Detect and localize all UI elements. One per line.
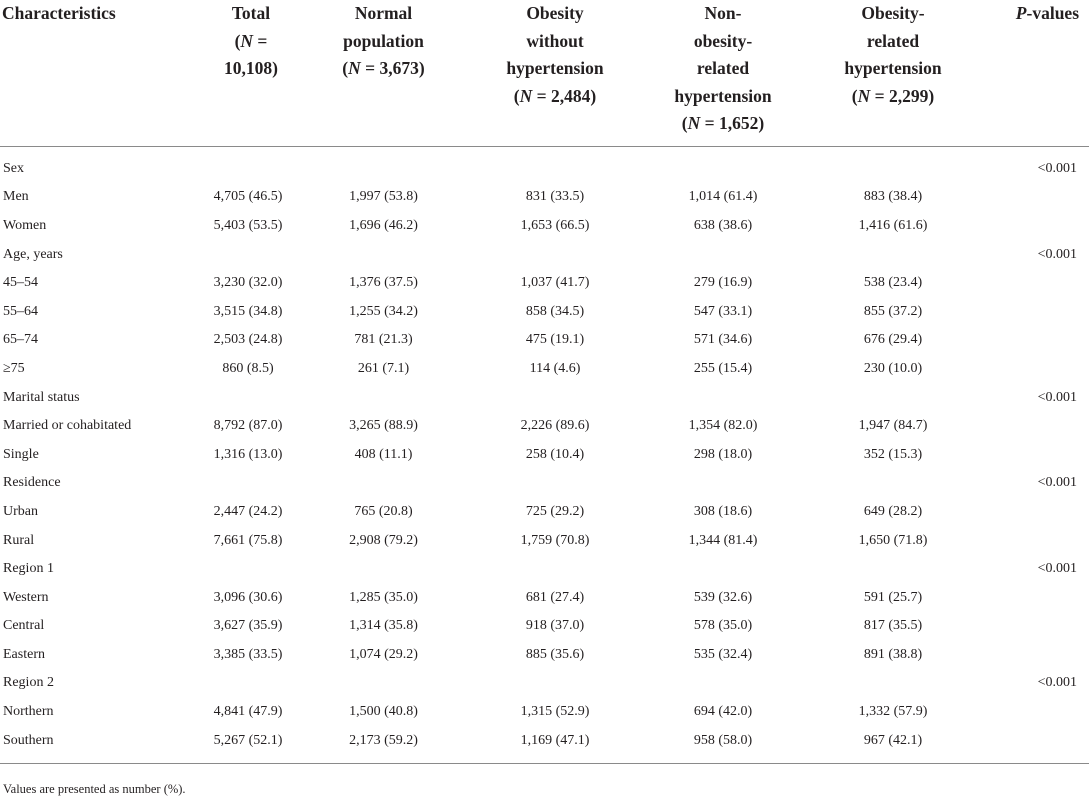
cell-characteristic: Residence (3, 475, 61, 491)
table-row (0, 555, 1089, 584)
cell-obesity-without-hypertension: 475 (19.1) (525, 332, 585, 348)
cell-normal-population (296, 669, 471, 698)
cell-non-obesity-related-hypertension (639, 669, 807, 698)
header-non-line-2: obesity- (693, 30, 753, 51)
table-row (0, 383, 1089, 412)
cell-non-obesity-related-hypertension: 255 (15.4) (693, 360, 753, 376)
cell-characteristic: Eastern (3, 646, 45, 662)
cell-obesity-without-hypertension: 831 (33.5) (525, 189, 585, 205)
cell-obesity-without-hypertension (471, 146, 639, 183)
cell-total: 3,096 (30.6) (213, 589, 283, 605)
cell-characteristic: Men (3, 189, 29, 205)
cell-p-value (979, 326, 1089, 355)
header-n-italic: N (519, 85, 533, 106)
cell-non-obesity-related-hypertension (639, 240, 807, 269)
cell-total (148, 469, 296, 498)
cell-non-obesity-related-hypertension: 298 (18.0) (693, 446, 753, 462)
cell-p-value: <0.001 (1037, 675, 1077, 691)
cell-obesity-related-hypertension (807, 469, 979, 498)
cell-obesity-related-hypertension (807, 555, 979, 584)
cell-characteristic: Women (3, 217, 47, 233)
header-ob-line-1: Obesity (526, 3, 584, 23)
cell-p-value (979, 297, 1089, 326)
cell-obesity-without-hypertension: 858 (34.5) (525, 303, 585, 319)
cell-non-obesity-related-hypertension: 638 (38.6) (693, 217, 753, 233)
cell-characteristic: Married or cohabitated (3, 418, 132, 434)
cell-normal-population: 3,265 (88.9) (349, 418, 418, 434)
cell-obesity-related-hypertension: 1,332 (57.9) (858, 704, 928, 720)
cell-normal-population (296, 146, 471, 183)
cell-obesity-related-hypertension: 891 (38.8) (863, 646, 923, 662)
cell-p-value: <0.001 (1037, 475, 1077, 491)
cell-obesity-related-hypertension: 1,416 (61.6) (858, 217, 928, 233)
cell-obesity-related-hypertension: 352 (15.3) (863, 446, 923, 462)
cell-obesity-without-hypertension (471, 240, 639, 269)
header-total (148, 0, 296, 146)
table-row (0, 583, 1089, 612)
cell-obesity-related-hypertension (807, 146, 979, 183)
cell-normal-population: 408 (11.1) (354, 446, 413, 462)
cell-normal-population: 1,696 (46.2) (349, 217, 418, 233)
cell-total (148, 146, 296, 183)
cell-non-obesity-related-hypertension: 1,344 (81.4) (688, 532, 758, 548)
cell-normal-population: 261 (7.1) (357, 360, 410, 376)
header-obh-line-4: (N = 2,299) (851, 85, 935, 106)
header-obh-line-1: Obesity- (861, 3, 925, 23)
table-row (0, 469, 1089, 498)
table-row (0, 669, 1089, 698)
header-non-line-5: (N = 1,652) (681, 113, 765, 133)
table-row (0, 183, 1089, 212)
header-p-values (979, 0, 1089, 146)
table-row (0, 355, 1089, 384)
cell-total: 2,447 (24.2) (213, 503, 283, 519)
cell-p-value (979, 526, 1089, 555)
cell-total (148, 240, 296, 269)
cell-p-value: <0.001 (1037, 160, 1077, 176)
cell-total (148, 383, 296, 412)
cell-characteristic: Central (3, 618, 45, 634)
cell-obesity-related-hypertension: 1,947 (84.7) (858, 418, 928, 434)
cell-normal-population (296, 240, 471, 269)
header-total-line-1: Total (231, 3, 271, 23)
table-body (0, 146, 1089, 763)
header-non-obesity-related-hypertension (639, 0, 807, 146)
cell-obesity-without-hypertension: 2,226 (89.6) (520, 418, 590, 434)
cell-total: 7,661 (75.8) (213, 532, 283, 548)
header-non-line-1: Non- (704, 3, 742, 23)
cell-p-value (979, 212, 1089, 241)
cell-p-value (979, 440, 1089, 469)
cell-total: 3,515 (34.8) (213, 303, 283, 319)
cell-characteristic: Marital status (3, 389, 80, 405)
cell-p-value (979, 698, 1089, 727)
cell-p-value (979, 641, 1089, 670)
cell-p-value (979, 412, 1089, 441)
table-row (0, 440, 1089, 469)
header-ob-line-3: hypertension (506, 58, 604, 78)
cell-characteristic: Region 1 (3, 561, 54, 577)
cell-obesity-related-hypertension (807, 669, 979, 698)
cell-normal-population (296, 555, 471, 584)
cell-obesity-related-hypertension (807, 383, 979, 412)
header-non-line-3: related (696, 58, 750, 78)
table-row (0, 240, 1089, 269)
cell-obesity-related-hypertension: 676 (29.4) (863, 332, 923, 348)
cell-total: 5,403 (53.5) (213, 217, 283, 233)
cell-p-value: <0.001 (1037, 561, 1077, 577)
cell-obesity-related-hypertension (807, 240, 979, 269)
cell-normal-population: 1,997 (53.8) (349, 189, 418, 205)
cell-normal-population: 2,173 (59.2) (296, 726, 471, 763)
cell-characteristic: ≥75 (3, 360, 25, 376)
cell-obesity-without-hypertension: 1,653 (66.5) (520, 217, 590, 233)
header-n-italic: N (857, 85, 871, 106)
header-obh-line-3: hypertension (844, 58, 942, 78)
cell-total: 2,503 (24.8) (213, 332, 283, 348)
table-row (0, 412, 1089, 441)
table-row (0, 698, 1089, 727)
table-header (0, 0, 1089, 146)
cell-non-obesity-related-hypertension: 958 (58.0) (639, 726, 807, 763)
cell-obesity-related-hypertension: 1,650 (71.8) (858, 532, 928, 548)
header-n-italic: N (240, 30, 254, 51)
cell-obesity-without-hypertension (471, 555, 639, 584)
header-non-line-4: hypertension (674, 85, 772, 106)
header-n-italic: N (687, 113, 701, 133)
cell-p-value (979, 583, 1089, 612)
table-row (0, 146, 1089, 183)
cell-obesity-without-hypertension: 1,169 (47.1) (471, 726, 639, 763)
cell-characteristic: 55–64 (3, 303, 38, 319)
header-total-line-3: 10,108) (224, 58, 278, 78)
cell-p-value: <0.001 (1037, 246, 1077, 262)
cell-obesity-without-hypertension: 114 (4.6) (529, 360, 581, 376)
cell-normal-population: 1,314 (35.8) (349, 618, 418, 634)
cell-normal-population: 1,500 (40.8) (349, 704, 418, 720)
cell-obesity-related-hypertension: 230 (10.0) (863, 360, 923, 376)
cell-p-value (979, 355, 1089, 384)
table-row (0, 269, 1089, 298)
cell-total: 3,385 (33.5) (213, 646, 283, 662)
cell-obesity-without-hypertension: 258 (10.4) (525, 446, 585, 462)
cell-characteristic: Region 2 (3, 675, 54, 691)
cell-total: 3,230 (32.0) (213, 275, 283, 291)
cell-normal-population (296, 469, 471, 498)
cell-obesity-related-hypertension: 538 (23.4) (863, 275, 923, 291)
header-normal-line-3: (N = 3,673) (342, 58, 425, 78)
cell-obesity-without-hypertension: 1,759 (70.8) (520, 532, 590, 548)
cell-non-obesity-related-hypertension: 535 (32.4) (693, 646, 753, 662)
cell-total (148, 555, 296, 584)
cell-non-obesity-related-hypertension: 578 (35.0) (693, 618, 753, 634)
header-obesity-related-hypertension (807, 0, 979, 146)
cell-characteristic: Western (3, 589, 49, 605)
table-row (0, 641, 1089, 670)
table-footnote: Values are presented as number (%). (3, 782, 186, 796)
cell-non-obesity-related-hypertension: 1,014 (61.4) (688, 189, 758, 205)
cell-obesity-without-hypertension: 681 (27.4) (525, 589, 585, 605)
cell-obesity-without-hypertension: 1,315 (52.9) (520, 704, 590, 720)
cell-normal-population: 1,285 (35.0) (349, 589, 418, 605)
header-total-line-2: (N = (234, 30, 268, 51)
cell-p-value (979, 269, 1089, 298)
cell-obesity-without-hypertension: 1,037 (41.7) (520, 275, 590, 291)
cell-p-value (979, 612, 1089, 641)
cell-total (148, 669, 296, 698)
cell-obesity-related-hypertension: 591 (25.7) (863, 589, 923, 605)
cell-normal-population: 781 (21.3) (354, 332, 413, 348)
table-row (0, 526, 1089, 555)
header-obh-line-2: related (866, 30, 920, 51)
cell-characteristic: Sex (3, 160, 24, 176)
cell-total: 3,627 (35.9) (213, 618, 283, 634)
cell-obesity-without-hypertension: 885 (35.6) (525, 646, 585, 662)
cell-obesity-related-hypertension: 817 (35.5) (863, 618, 923, 634)
cell-characteristic: Southern (0, 726, 148, 763)
table-row (0, 612, 1089, 641)
cell-normal-population: 2,908 (79.2) (349, 532, 418, 548)
table-row (0, 212, 1089, 241)
cell-normal-population: 765 (20.8) (354, 503, 413, 519)
cell-p-value (979, 498, 1089, 527)
header-normal-line-2: population (343, 30, 424, 51)
cell-non-obesity-related-hypertension: 547 (33.1) (693, 303, 753, 319)
header-n-italic: N (348, 58, 361, 78)
table-row (0, 326, 1089, 355)
cell-obesity-without-hypertension: 918 (37.0) (525, 618, 585, 634)
cell-characteristic: Rural (3, 532, 35, 548)
cell-obesity-related-hypertension: 883 (38.4) (863, 189, 923, 205)
header-normal-line-1: Normal (354, 3, 413, 23)
cell-total: 4,705 (46.5) (213, 189, 283, 205)
header-p-italic: P (1015, 3, 1027, 23)
header-obesity-without-hypertension (471, 0, 639, 146)
cell-characteristic: Single (3, 446, 39, 462)
cell-normal-population (296, 383, 471, 412)
cell-p-value (979, 726, 1089, 763)
cell-p-value: <0.001 (1037, 389, 1077, 405)
cell-non-obesity-related-hypertension (639, 469, 807, 498)
header-p-rest: -values (1026, 3, 1079, 23)
header-ob-line-2: without (526, 30, 584, 51)
cell-obesity-without-hypertension (471, 383, 639, 412)
cell-non-obesity-related-hypertension: 694 (42.0) (693, 704, 753, 720)
cell-normal-population: 1,255 (34.2) (349, 303, 418, 319)
header-normal-population (296, 0, 471, 146)
cell-obesity-without-hypertension: 725 (29.2) (525, 503, 585, 519)
cell-characteristic: Northern (3, 704, 54, 720)
cell-normal-population: 1,376 (37.5) (349, 275, 418, 291)
cell-total: 860 (8.5) (222, 360, 274, 376)
cell-non-obesity-related-hypertension: 1,354 (82.0) (688, 418, 758, 434)
cell-non-obesity-related-hypertension (639, 555, 807, 584)
cell-characteristic: Age, years (3, 246, 63, 262)
cell-non-obesity-related-hypertension (639, 383, 807, 412)
cell-total: 8,792 (87.0) (213, 418, 283, 434)
cell-obesity-without-hypertension (471, 469, 639, 498)
cell-non-obesity-related-hypertension (639, 146, 807, 183)
cell-non-obesity-related-hypertension: 571 (34.6) (693, 332, 753, 348)
cell-obesity-related-hypertension: 855 (37.2) (863, 303, 923, 319)
cell-non-obesity-related-hypertension: 539 (32.6) (693, 589, 753, 605)
header-ob-line-4: (N = 2,484) (513, 85, 597, 106)
table-row (0, 498, 1089, 527)
cell-non-obesity-related-hypertension: 279 (16.9) (693, 275, 753, 291)
cell-characteristic: Urban (3, 503, 38, 519)
cell-p-value (979, 183, 1089, 212)
cell-normal-population: 1,074 (29.2) (349, 646, 418, 662)
cell-non-obesity-related-hypertension: 308 (18.6) (693, 503, 753, 519)
cell-obesity-related-hypertension: 649 (28.2) (863, 503, 923, 519)
cell-total: 1,316 (13.0) (213, 446, 283, 462)
cell-characteristic: 65–74 (3, 332, 38, 348)
table-row (0, 726, 1089, 763)
table-row (0, 297, 1089, 326)
header-characteristics: Characteristics (0, 0, 148, 146)
cell-obesity-without-hypertension (471, 669, 639, 698)
cell-total: 5,267 (52.1) (148, 726, 296, 763)
cell-total: 4,841 (47.9) (213, 704, 283, 720)
cell-obesity-related-hypertension: 967 (42.1) (807, 726, 979, 763)
cell-characteristic: 45–54 (3, 275, 38, 291)
